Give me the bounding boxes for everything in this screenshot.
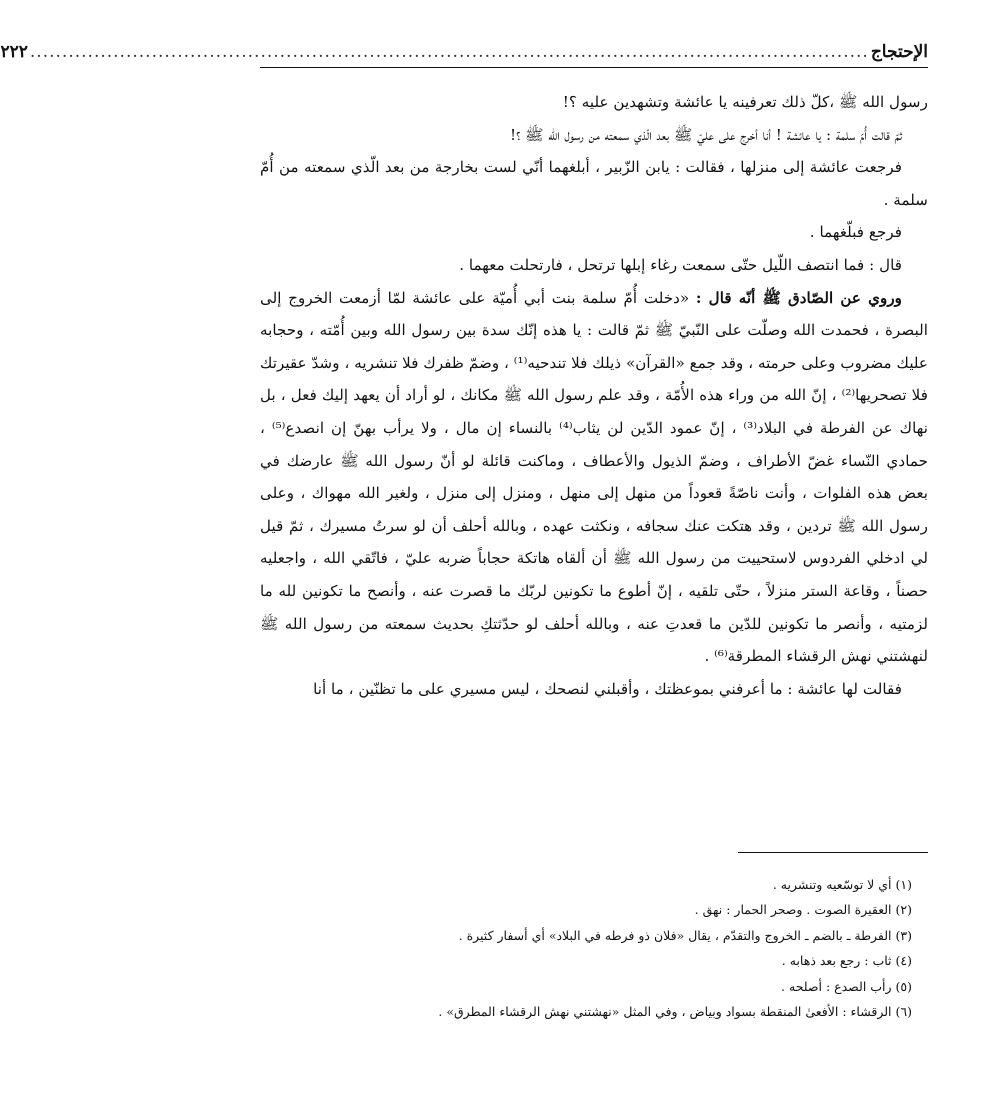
narration-lead: وروي عن الصّادق ﷺ أنّه قال : — [695, 288, 902, 307]
header-rule — [260, 67, 928, 68]
running-header — [0, 42, 928, 62]
main-text — [260, 86, 928, 705]
paragraph-5: قال : فما انتصف اللّيل حتّى سمعت رغاء إبلها ترتحل ، فارتحلت معهما . — [459, 255, 902, 274]
footnote-6: (٦) الرقشاء : الأفعىٰ المنقطة بسواد وبياض ، وفي المثل «نهشتني نهش الرقشاء المطرق» . — [438, 1004, 912, 1020]
footnote-3: (٣) الفرطة ـ بالضم ـ الخروج والتقدّم ، يقال «فلان ذو فرطه في البلاد» أي أسفار كثيرة . — [458, 927, 912, 943]
paragraph-1: رسول الله ﷺ ،كلّ ذلك تعرفينه يا عائشة وتشهدين عليه ؟! — [562, 93, 928, 111]
running-title: الإحتجاج — [870, 42, 928, 62]
paragraph-7: فقالت لها عائشة : ما أعرفني بموعظتك ، وأقبلني لنصحك ، ليس مسيري على ما تظنّين ، ما أنا — [313, 679, 902, 698]
footnote-2: (٢) العقيرة الصوت . وصحر الحمار : نهق . — [694, 902, 912, 918]
footnote-separator — [738, 852, 928, 853]
header-leader-dots: ................................................................................................................................... — [29, 42, 869, 62]
narration-text: «دخلت أُمّ سلمة بنت أبي أُميّة على عائشة لمّا أزمعت الخروج إلى البصرة ، فحمدت الله وصلّت على النّبيّ ﷺ ثمّ قالت : يا هذه إنّك سدة بين رسول الله وبين أُمّته ، وحجابه عليك مضروب وعلى حرمته ، وقد جمع «القرآن» ذيلك فلا تندحيه⁽¹⁾ ، وضمّ ظفرك فلا تنشريه ، وشدّ عقيرتك فلا تصحريها⁽²⁾ ، إنّ الله من وراء هذه الأُمّة ، وقد علم رسول الله ﷺ مكانك ، لو أراد أن يعهد إليك فعل ، بل نهاك عن الفرطة في البلاد⁽³⁾ ، إنّ عمود الدّين لن يثاب⁽⁴⁾ بالنساء إن مال ، ولا يرأب بهنّ إن انصدع⁽⁵⁾ ، حمادي النّساء غضّ الأطراف ، وضمّ الذيول والأعطاف ، وماكنت قائلة لو أنّ رسول الله ﷺ عارضك في بعض هذه الفلوات ، وأنت ناصّةً قعوداً من منهل إلى منهل ، ومنزل إلى منزل ، ولغير الله مهواك ، وعلى رسول الله ﷺ تردين ، وقد هتكت عنك سجافه ، ونكثت عهده ، وبالله أحلف أن لو سرتُ مسيرك ، ثمّ قيل لي ادخلي الفردوس لاستحييت من رسول الله ﷺ أن ألقاه هاتكة حجاباً ضربه عليّ ، فاتّقي الله ، واجعليه حصناً ، وقاعة الستر منزلاً ، حتّى تلقيه ، إنّ أطوع ما تكونين لربّك ما قصرت عنه ، وأنصح ما تكونين لله ما لزمتيه ، وأنصر ما تكونين للدّين ما قعدتِ عنه ، وبالله أحلف لو حدّثتكِ بحديث سمعته من رسول الله ﷺ لنهشتني نهش الرقشاء المطرقة⁽⁶⁾ . — [260, 288, 928, 666]
footnotes — [260, 872, 928, 1024]
footnote-4: (٤) ثاب : رجع بعد ذهابه . — [781, 953, 912, 969]
footnote-1: (١) أي لا توسّعيه وتنشريه . — [772, 877, 912, 892]
paragraph-3: فرجعت عائشة إلى منزلها ، فقالت : يابن الزّبير ، أبلغهما أنّي لست بخارجة من بعد الّذي سمعته من أُمّ سلمة . — [260, 158, 928, 209]
paragraph-6 — [260, 282, 928, 673]
paragraph-4: فرجع فبلّغهما . — [809, 223, 902, 242]
book-page — [0, 42, 928, 1020]
footnote-5: (٥) رأب الصدع : أصلحه . — [781, 978, 912, 994]
page-number: ٢٢٢ — [0, 42, 28, 62]
paragraph-2: ثمّ قالت أُمّ سلمة : يا عائشة ! أنا أخرج على عليّ ﷺ بعد الّذي سمعته من رسول الله ﷺ ؟! — [509, 125, 902, 144]
